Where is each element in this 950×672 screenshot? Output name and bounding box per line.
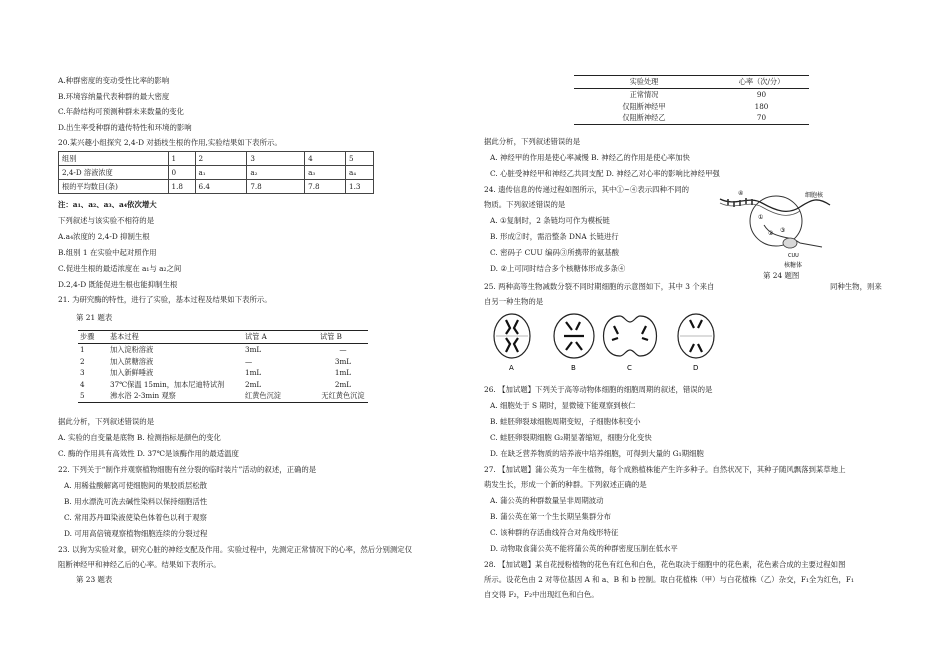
ribosome-shape xyxy=(783,238,797,248)
q27-option-a: A. 蒲公英的种群数量呈非周期波动 xyxy=(490,496,604,505)
table-row xyxy=(78,356,368,368)
table-row xyxy=(78,390,368,402)
table-cell: 2 xyxy=(195,152,247,166)
table-row xyxy=(78,344,368,356)
mark-3: ② xyxy=(768,230,774,237)
q21-stem: 21. 为研究酶的特性，进行了实验，基本过程及结果如下表所示。 xyxy=(58,295,272,304)
q26-stem: 26. 【加试题】下列关于高等动物体细胞的细胞周期的叙述，错误的是 xyxy=(484,385,713,394)
table-cell: 5 xyxy=(346,152,374,166)
table-cell: 组别 xyxy=(59,152,169,166)
cell-c-label: C xyxy=(627,364,632,372)
cell-b-label: B xyxy=(571,364,576,372)
cell-a xyxy=(494,314,530,372)
table-cell: 1mL xyxy=(334,368,352,378)
q23-question: 据此分析，下列叙述错误的是 xyxy=(484,137,581,146)
q22-option-a: A. 用稀盐酸解离可使细胞间的果胶质层松散 xyxy=(64,481,208,490)
q20-option-b: B.组别 1 在实验中起对照作用 xyxy=(58,248,157,257)
q23-stem-line1: 23. 以狗为实验对象，研究心脏的神经支配及作用。实验过程中，先测定正常情况下的心率，然后分别测定仅 xyxy=(58,545,413,554)
q21-caption: 第 21 题表 xyxy=(76,313,113,322)
q23-options-cd: C. 心脏受神经甲和神经乙共同支配 D. 神经乙对心率的影响比神经甲强 xyxy=(490,169,720,178)
table-header-cell: 实验处理 xyxy=(574,76,714,89)
q25-stem-part1: 25. 两种高等生物减数分裂不同时期细胞的示意图如下，其中 3 个来自 xyxy=(484,282,715,291)
table-cell: 1 xyxy=(168,152,195,166)
fig24-caption: 第 24 题图 xyxy=(763,271,800,280)
q28-stem-line1: 28. 【加试题】某自花授粉植物的花色有红色和白色，花色取决于细胞中的花色素，花色素合成的主要过程如图 xyxy=(484,560,846,569)
q22-option-b: B. 用水漂洗可洗去碱性染料以保持细胞活性 xyxy=(64,497,208,506)
table-cell: — xyxy=(339,345,347,355)
cell-c xyxy=(604,316,657,372)
table-cell: 加入淀粉溶液 xyxy=(110,345,154,355)
q24-option-c: C. 密码子 CUU 编码③所携带的氨基酸 xyxy=(490,248,619,257)
table-row xyxy=(59,166,374,180)
table-cell: 3 xyxy=(80,368,85,378)
table-header-cell: 试管 A xyxy=(243,331,318,344)
table-cell: 5 xyxy=(80,391,85,401)
fig24-transcription-diagram xyxy=(718,185,833,270)
nucleus-outline xyxy=(750,196,802,246)
table-cell: a₄ xyxy=(346,166,374,180)
table-cell: 6.4 xyxy=(195,180,247,194)
q21-options-ab: A. 实验的自变量是底物 B. 检测指标是颜色的变化 xyxy=(58,433,221,442)
q19-option-d: D.出生率受种群的遗传特性和环境的影响 xyxy=(58,123,192,132)
table-cell: 1mL xyxy=(245,368,262,378)
table-cell: a₂ xyxy=(247,166,305,180)
table-cell: 1.8 xyxy=(168,180,195,194)
q27-stem-line1: 27. 【加试题】蒲公英为一年生植物，每个成熟植株能产生许多种子。自然状况下，其种子随风飘落到某草地上 xyxy=(484,465,846,474)
table-row xyxy=(78,367,368,379)
q20-option-d: D.2,4-D 既能促进生根也能抑制生根 xyxy=(58,280,178,289)
fig25-meiosis-cells xyxy=(484,310,734,382)
table-cell: 7.8 xyxy=(305,180,346,194)
q22-stem: 22. 下列关于“制作并观察植物细胞有丝分裂的临时装片”活动的叙述，正确的是 xyxy=(58,465,317,474)
q27-stem-line2: 萌发生长，形成一个新的种群。下列叙述正确的是 xyxy=(484,480,647,489)
label-ribosome: 核糖体 xyxy=(784,262,803,269)
q21-table xyxy=(78,330,368,403)
table-row xyxy=(59,180,374,194)
table-cell: 3 xyxy=(247,152,305,166)
table-cell: a₁ xyxy=(195,166,247,180)
table-header-cell: 步骤 xyxy=(78,331,108,344)
q28-stem-line2: 所示。设花色由 2 对等位基因 A 和 a、B 和 b 控制。取白花植株（甲）与白花植株（乙）杂交，F₁全为红色，F₁ xyxy=(484,575,854,584)
table-header-cell: 基本过程 xyxy=(108,331,243,344)
table-header-cell: 心率（次/分） xyxy=(714,76,809,89)
table-cell: 加入新鲜唾液 xyxy=(110,368,154,378)
q27-option-c: C. 该种群的存活曲线符合对角线形特征 xyxy=(490,528,619,537)
q19-option-c: C.年龄结构可预测种群未来数量的变化 xyxy=(58,107,184,116)
q23-table xyxy=(574,75,809,125)
q20-stem: 20.某兴趣小组探究 2,4-D 对插枝生根的作用,实验结果如下表所示。 xyxy=(58,138,282,147)
table-cell: — xyxy=(245,356,253,366)
q23-stem-line2: 阻断神经甲和神经乙后的心率。结果如下表所示。 xyxy=(58,560,221,569)
q20-note: 注：a₁、a₂、a₃、a₄依次增大 xyxy=(58,200,157,209)
table-cell: 4 xyxy=(80,379,85,389)
table-cell: 无红黄色沉淀 xyxy=(321,391,365,401)
table-row xyxy=(574,101,809,113)
table-header-row xyxy=(574,76,809,89)
table-cell: a₃ xyxy=(305,166,346,180)
table-cell: 0 xyxy=(168,166,195,180)
table-cell: 2mL xyxy=(334,379,352,389)
table-cell: 3mL xyxy=(334,356,352,366)
cell-d-label: D xyxy=(693,364,699,372)
table-cell: 37℃保温 15min，加本尼迪特试剂 xyxy=(110,379,225,389)
q24-option-d: D. ②上可同时结合多个核糖体形成多条④ xyxy=(490,264,626,273)
table-cell: 2,4-D 溶液浓度 xyxy=(59,166,169,180)
q24-option-b: B. 形成②时，需沿整条 DNA 长链进行 xyxy=(490,232,619,241)
q20-option-c: C.促进生根的最适浓度在 a₁与 a₂之间 xyxy=(58,264,182,273)
table-header-row xyxy=(78,331,368,344)
q23-caption: 第 23 题表 xyxy=(76,575,113,584)
q21-options-cd: C. 酶的作用具有高效性 D. 37℃是该酶作用的最适温度 xyxy=(58,449,239,458)
mark-2: ① xyxy=(758,214,764,221)
q26-option-c: C. 蛙胚卵裂期细胞 G₂期显著缩短，细胞分化变快 xyxy=(490,433,652,442)
mark-1: ④ xyxy=(738,190,744,197)
table-cell: 仅阻断神经甲 xyxy=(622,101,666,111)
q27-option-b: B. 蒲公英在第一个生长期呈集群分布 xyxy=(490,512,611,521)
q20-question: 下列叙述与该实验不相符的是 xyxy=(58,216,155,225)
table-cell: 180 xyxy=(754,101,769,111)
table-cell: 2mL xyxy=(245,379,262,389)
table-cell: 正常情况 xyxy=(629,90,659,100)
table-cell: 90 xyxy=(756,90,767,100)
cell-b xyxy=(554,314,594,372)
label-cell-nucleus: 细胞核 xyxy=(805,192,824,199)
q26-option-b: B. 蛙胚卵裂球细胞周期变短，子细胞体积变小 xyxy=(490,417,641,426)
q23-options-ab: A. 神经甲的作用是使心率减慢 B. 神经乙的作用是使心率加快 xyxy=(490,153,690,162)
mrna-strand xyxy=(720,199,830,211)
q21-question: 据此分析，下列叙述错误的是 xyxy=(58,417,155,426)
table-cell: 3mL xyxy=(245,345,262,355)
q26-option-d: D. 在缺乏营养物质的培养液中培养细胞，可得到大量的 G₁期细胞 xyxy=(490,449,704,458)
mark-4: ③ xyxy=(780,227,786,234)
label-codon: CUU xyxy=(788,253,799,259)
table-cell: 加入蔗糖溶液 xyxy=(110,356,154,366)
q22-option-d: D. 可用高倍镜观察植物细胞连续的分裂过程 xyxy=(64,529,208,538)
q19-option-b: B.环境容纳量代表种群的最大密度 xyxy=(58,92,170,101)
cell-a-label: A xyxy=(509,364,514,372)
table-cell: 2 xyxy=(80,356,85,366)
q22-option-c: C. 常用苏丹Ⅲ染液使染色体着色以利于观察 xyxy=(64,513,207,522)
q25-stem-line2: 自另一种生物的是 xyxy=(484,297,544,306)
q19-option-a: A.种群密度的变动受性比率的影响 xyxy=(58,76,170,85)
table-cell: 7.8 xyxy=(247,180,305,194)
q26-option-a: A. 细胞处于 S 期时，显微镜下能观察到核仁 xyxy=(490,401,636,410)
q20-option-a: A.a₄浓度的 2,4-D 抑制生根 xyxy=(58,232,150,241)
table-cell: 沸水浴 2-3min 观察 xyxy=(110,391,176,401)
table-cell: 4 xyxy=(305,152,346,166)
table-cell: 红黄色沉淀 xyxy=(245,391,281,401)
table-cell: 70 xyxy=(756,113,767,123)
table-row xyxy=(574,112,809,124)
q28-stem-line3: 自交得 F₂，F₂中出现红色和白色。 xyxy=(484,590,599,599)
table-cell: 根的平均数目(条) xyxy=(59,180,169,194)
q25-stem-part2: 同种生物，则来 xyxy=(830,282,882,291)
table-cell: 1 xyxy=(80,345,85,355)
q24-stem-line2: 物质。下列叙述错误的是 xyxy=(484,200,566,209)
table-row xyxy=(59,152,374,166)
q24-stem-line1: 24. 遗传信息的传递过程如图所示，其中①~④表示四种不同的 xyxy=(484,185,690,194)
table-row xyxy=(78,379,368,391)
q27-option-d: D. 动物取食蒲公英不能将蒲公英的种群密度压制在低水平 xyxy=(490,544,678,553)
table-header-cell: 试管 B xyxy=(318,331,368,344)
q20-table xyxy=(58,151,374,194)
table-cell: 1.3 xyxy=(346,180,374,194)
q24-option-a: A. ①复制时，2 条链均可作为模板链 xyxy=(490,216,610,225)
table-row xyxy=(574,89,809,101)
table-cell: 仅阻断神经乙 xyxy=(622,113,666,123)
cell-d xyxy=(678,314,714,372)
